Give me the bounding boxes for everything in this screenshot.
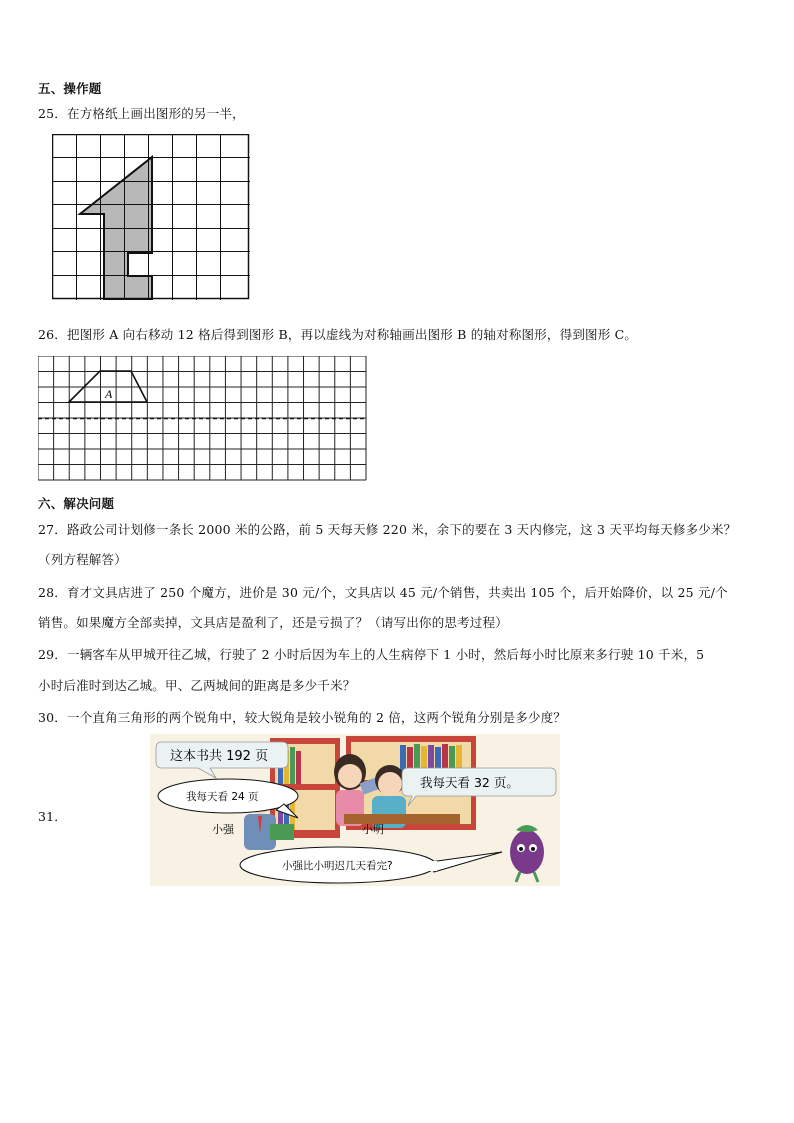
question-28-line1: 28．育才文具店进了 250 个魔方，进价是 30 元/个，文具店以 45 元/个销售，共卖出 105 个，后开始降价，以 25 元/个 <box>38 585 728 600</box>
question-31-illustration <box>150 734 560 886</box>
question-30-text: 30．一个直角三角形的两个锐角中，较大锐角是较小锐角的 2 倍，这两个锐角分别是多少度？ <box>38 710 567 725</box>
question-27-line1: 27．路政公司计划修一条长 2000 米的公路，前 5 天每天修 220 米，余下的要在 3 天内修完，这 3 天平均每天修多少米？ <box>38 522 737 537</box>
svg-text:小强比小明迟几天看完?: 小强比小明迟几天看完? <box>282 860 393 872</box>
question-28-line2: 销售。如果魔方全部卖掉，文具店是盈利了，还是亏损了？（请写出你的思考过程） <box>38 615 508 630</box>
question-25-grid <box>52 134 250 300</box>
question-26-grid <box>38 356 368 482</box>
svg-text:这本书共 192 页: 这本书共 192 页 <box>170 749 269 764</box>
svg-text:我每天看 32 页。: 我每天看 32 页。 <box>420 775 519 790</box>
xiaoming-name-label: 小明 <box>362 823 384 836</box>
xiaoqiang-name-label: 小强 <box>212 823 234 836</box>
question-29-line2: 小时后准时到达乙城。甲、乙两城间的距离是多少千米？ <box>38 678 356 693</box>
question-26-text: 26．把图形 A 向右移动 12 格后得到图形 B，再以虚线为对称轴画出图形 B 的轴对称图形，得到图形 C。 <box>38 327 638 342</box>
question-25-text: 25．在方格纸上画出图形的另一半， <box>38 106 245 121</box>
section-heading-operations: 五、操作题 <box>38 81 102 96</box>
question-27-line2: （列方程解答） <box>38 552 127 567</box>
svg-text:我每天看 24 页: 我每天看 24 页 <box>186 791 259 803</box>
question-29-line1: 29．一辆客车从甲城开往乙城，行驶了 2 小时后因为车上的人生病停下 1 小时，然后每小时比原来多行驶 10 千米，5 <box>38 647 705 662</box>
section-heading-problem-solving: 六、解决问题 <box>38 496 115 511</box>
question-31-number: 31． <box>38 809 68 824</box>
trapezoid-a-label: A <box>105 387 113 401</box>
